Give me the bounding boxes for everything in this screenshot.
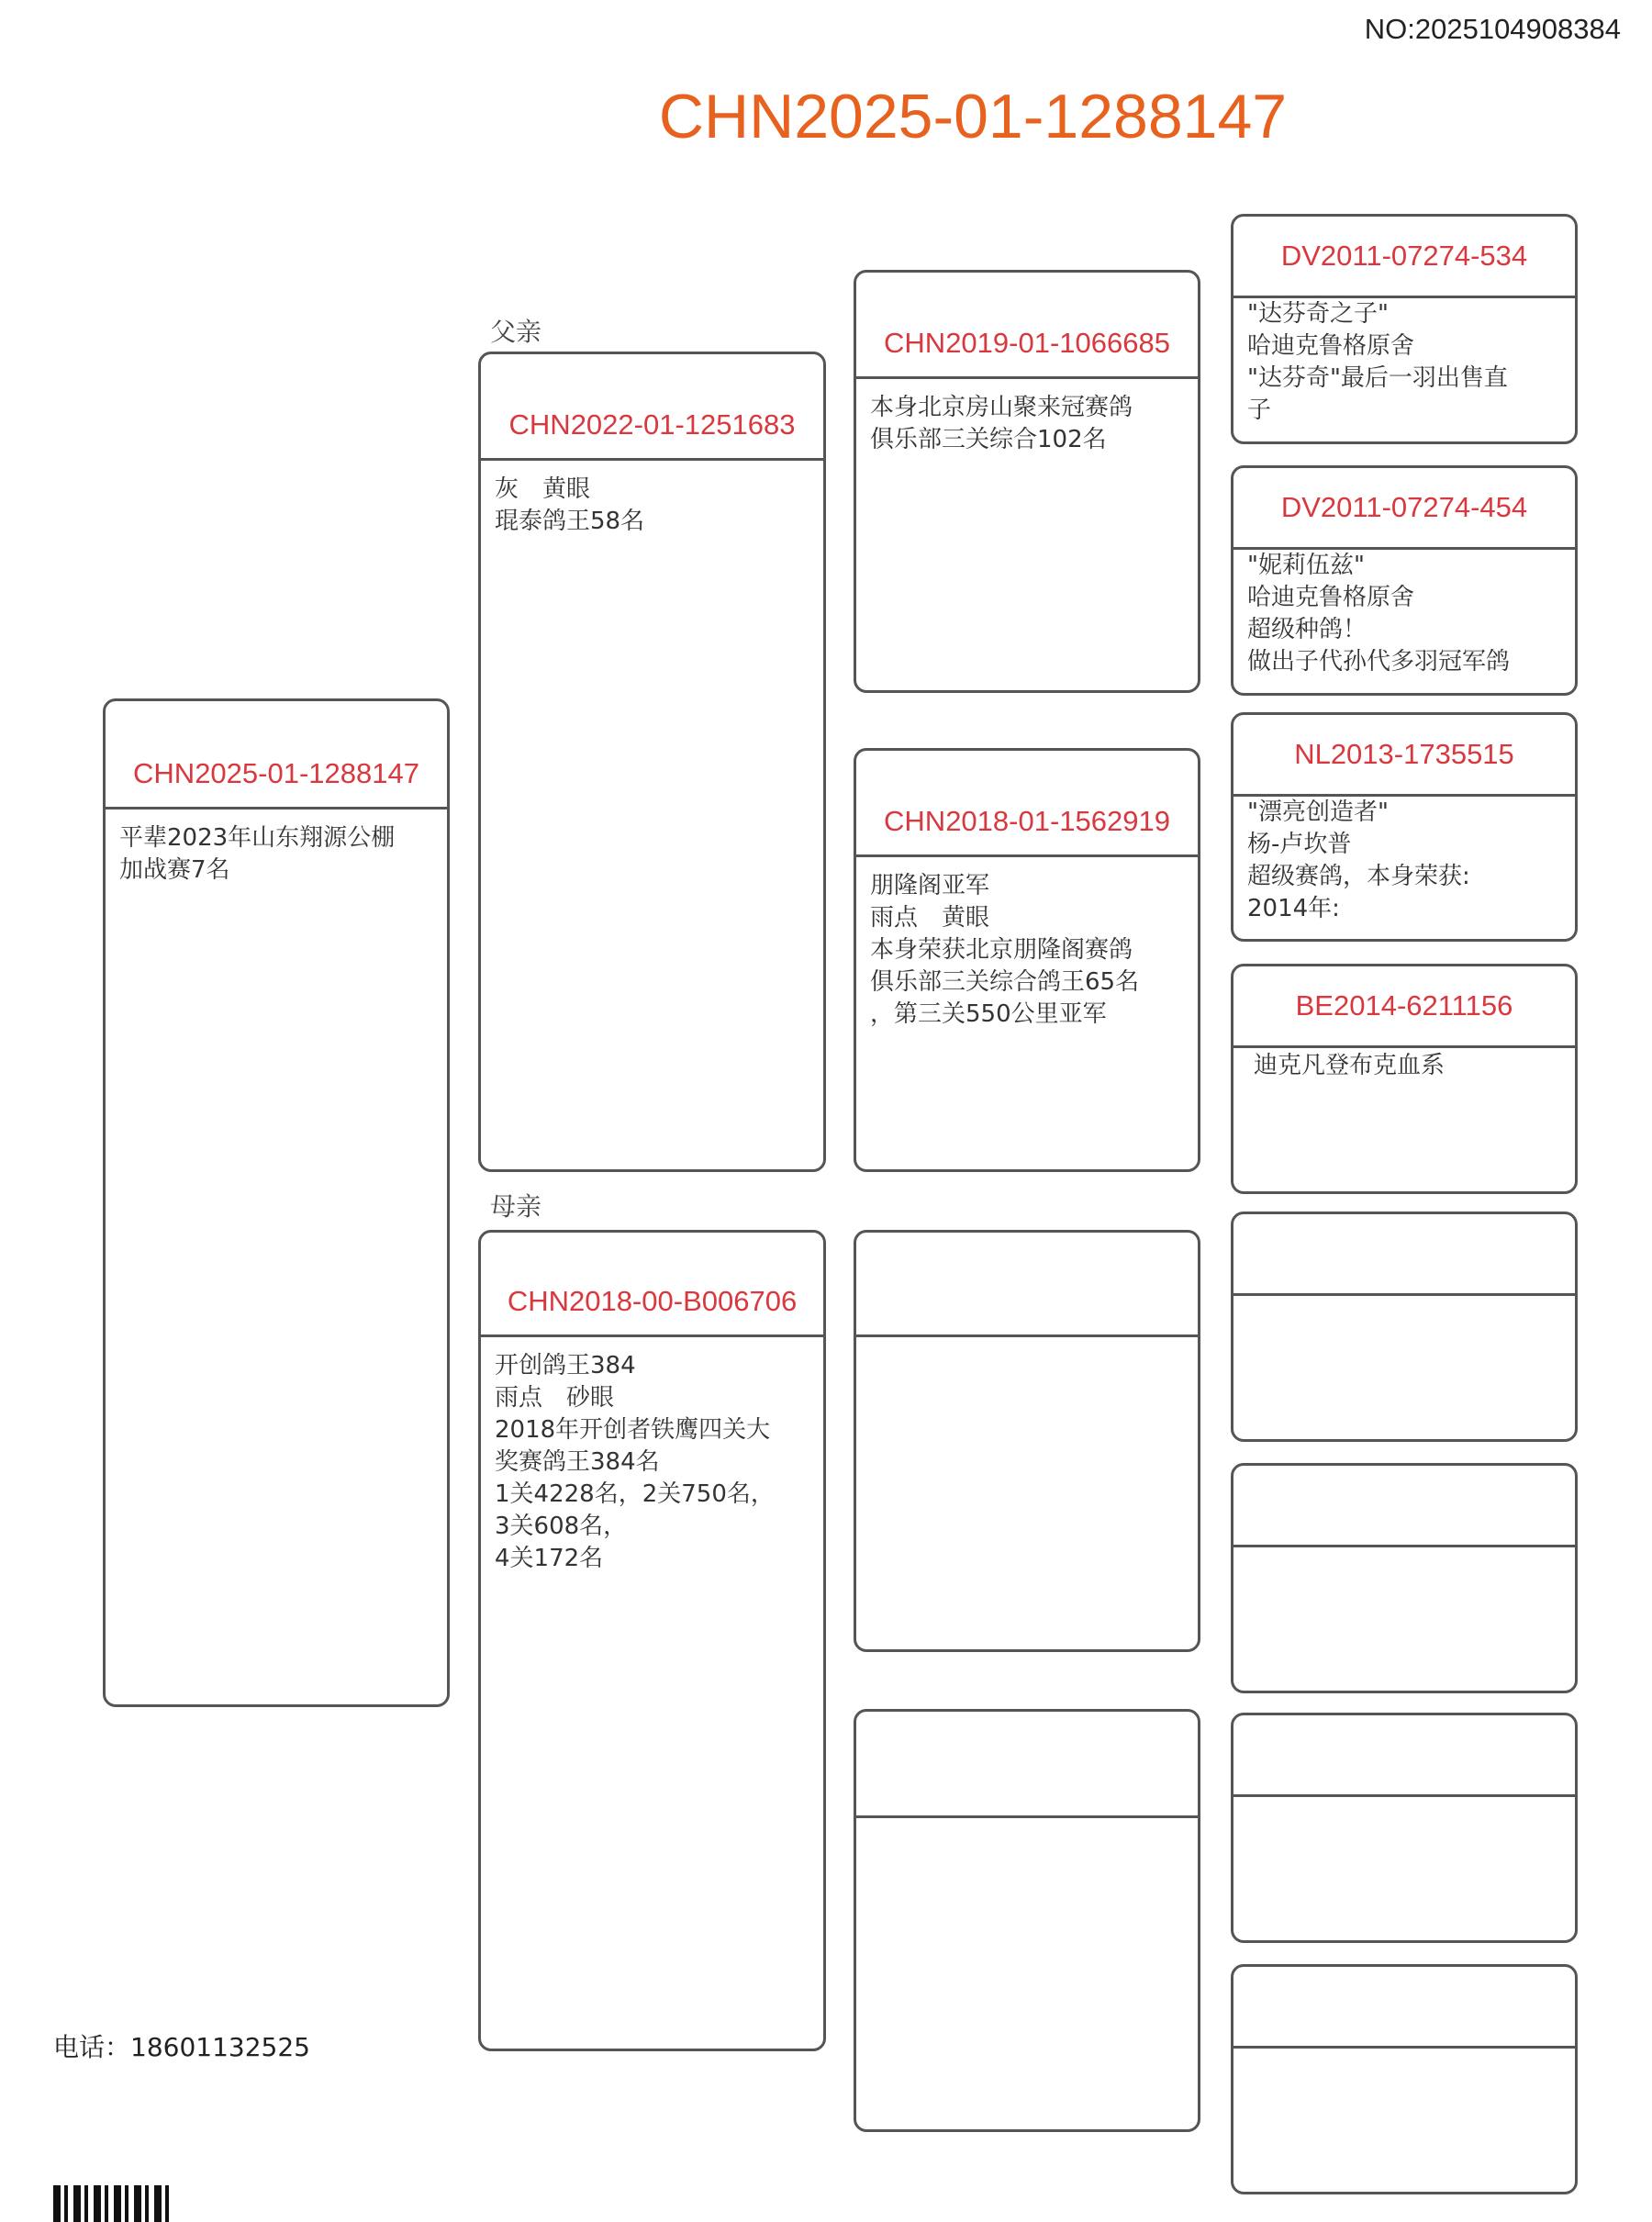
pigeon-notes: 灰 黄眼 琨泰鸽王58名 — [495, 475, 645, 535]
pigeon-card-ggp-3 — [1231, 712, 1578, 942]
father-label: 父亲 — [490, 317, 542, 347]
ring-number — [1233, 1715, 1575, 1797]
pigeon-notes: "达芬奇之子" 哈迪克鲁格原舍 "达芬奇"最后一羽出售直 子 — [1247, 300, 1508, 424]
ring-number: CHN2018-01-1562919 — [856, 751, 1198, 857]
ring-number: CHN2018-00-B006706 — [481, 1233, 823, 1337]
pigeon-notes: "妮莉伍兹" 哈迪克鲁格原舍 超级种鸽！ 做出子代孙代多羽冠军鸽 — [1247, 552, 1511, 676]
pigeon-notes: 迪克凡登布克血系 — [1254, 1052, 1446, 1079]
pigeon-notes — [856, 1337, 1198, 1350]
pigeon-notes: 朋隆阁亚军 雨点 黄眼 本身荣获北京朋隆阁赛鸽 俱乐部三关综合鸽王65名 ，第三关550公里亚军 — [870, 872, 1140, 1028]
mother-label: 母亲 — [490, 1191, 542, 1222]
phone-number: 电话：18601132525 — [53, 2032, 310, 2062]
pigeon-notes: 开创鸽王384 雨点 砂眼 2018年开创者铁鹰四关大 奖赛鸽王384名 1关4228名，2关750名， 3关608名， 4关172名 — [495, 1352, 775, 1572]
pigeon-notes: 本身北京房山聚来冠赛鸽 俱乐部三关综合102名 — [870, 394, 1133, 453]
qr-code-icon — [53, 2185, 171, 2222]
pigeon-notes — [856, 1818, 1198, 1831]
pigeon-notes — [1233, 1797, 1575, 1810]
ring-number — [1233, 1967, 1575, 2049]
pigeon-card-ggp-2 — [1231, 465, 1578, 696]
ring-number: DV2011-07274-534 — [1233, 217, 1575, 298]
page-title: CHN2025-01-1288147 — [658, 82, 1288, 151]
pigeon-card-ggp-5 — [1231, 1211, 1578, 1442]
pigeon-card-ggp-4 — [1231, 964, 1578, 1194]
pigeon-card-father — [478, 352, 826, 1172]
pigeon-card-ggp-7 — [1231, 1713, 1578, 1943]
pigeon-card-maternal-grandmother — [854, 1709, 1200, 2132]
pigeon-notes — [1233, 1296, 1575, 1309]
pigeon-card-paternal-grandfather — [854, 270, 1200, 693]
ring-number: DV2011-07274-454 — [1233, 468, 1575, 550]
ring-number: BE2014-6211156 — [1233, 966, 1575, 1048]
ring-number: CHN2025-01-1288147 — [106, 701, 447, 810]
ring-number: CHN2022-01-1251683 — [481, 354, 823, 461]
ring-number — [1233, 1214, 1575, 1296]
pigeon-notes — [1233, 1547, 1575, 1560]
pigeon-notes: 平辈2023年山东翔源公棚 加战赛7名 — [119, 824, 396, 884]
pigeon-notes: "漂亮创造者" 杨-卢坎普 超级赛鸽，本身荣获: 2014年: — [1247, 798, 1470, 922]
document-number: NO:2025104908384 — [1364, 13, 1621, 45]
ring-number: CHN2019-01-1066685 — [856, 273, 1198, 379]
ring-number: NL2013-1735515 — [1233, 715, 1575, 797]
ring-number — [856, 1712, 1198, 1818]
pigeon-card-mother — [478, 1230, 826, 2051]
pigeon-card-ggp-8 — [1231, 1964, 1578, 2194]
pigeon-card-maternal-grandfather — [854, 1230, 1200, 1652]
pigeon-card-ggp-1 — [1231, 214, 1578, 444]
pigeon-card-self — [103, 698, 450, 1707]
pigeon-card-ggp-6 — [1231, 1463, 1578, 1693]
pigeon-notes — [1233, 2049, 1575, 2061]
ring-number — [1233, 1466, 1575, 1547]
pigeon-card-paternal-grandmother — [854, 748, 1200, 1172]
ring-number — [856, 1233, 1198, 1337]
